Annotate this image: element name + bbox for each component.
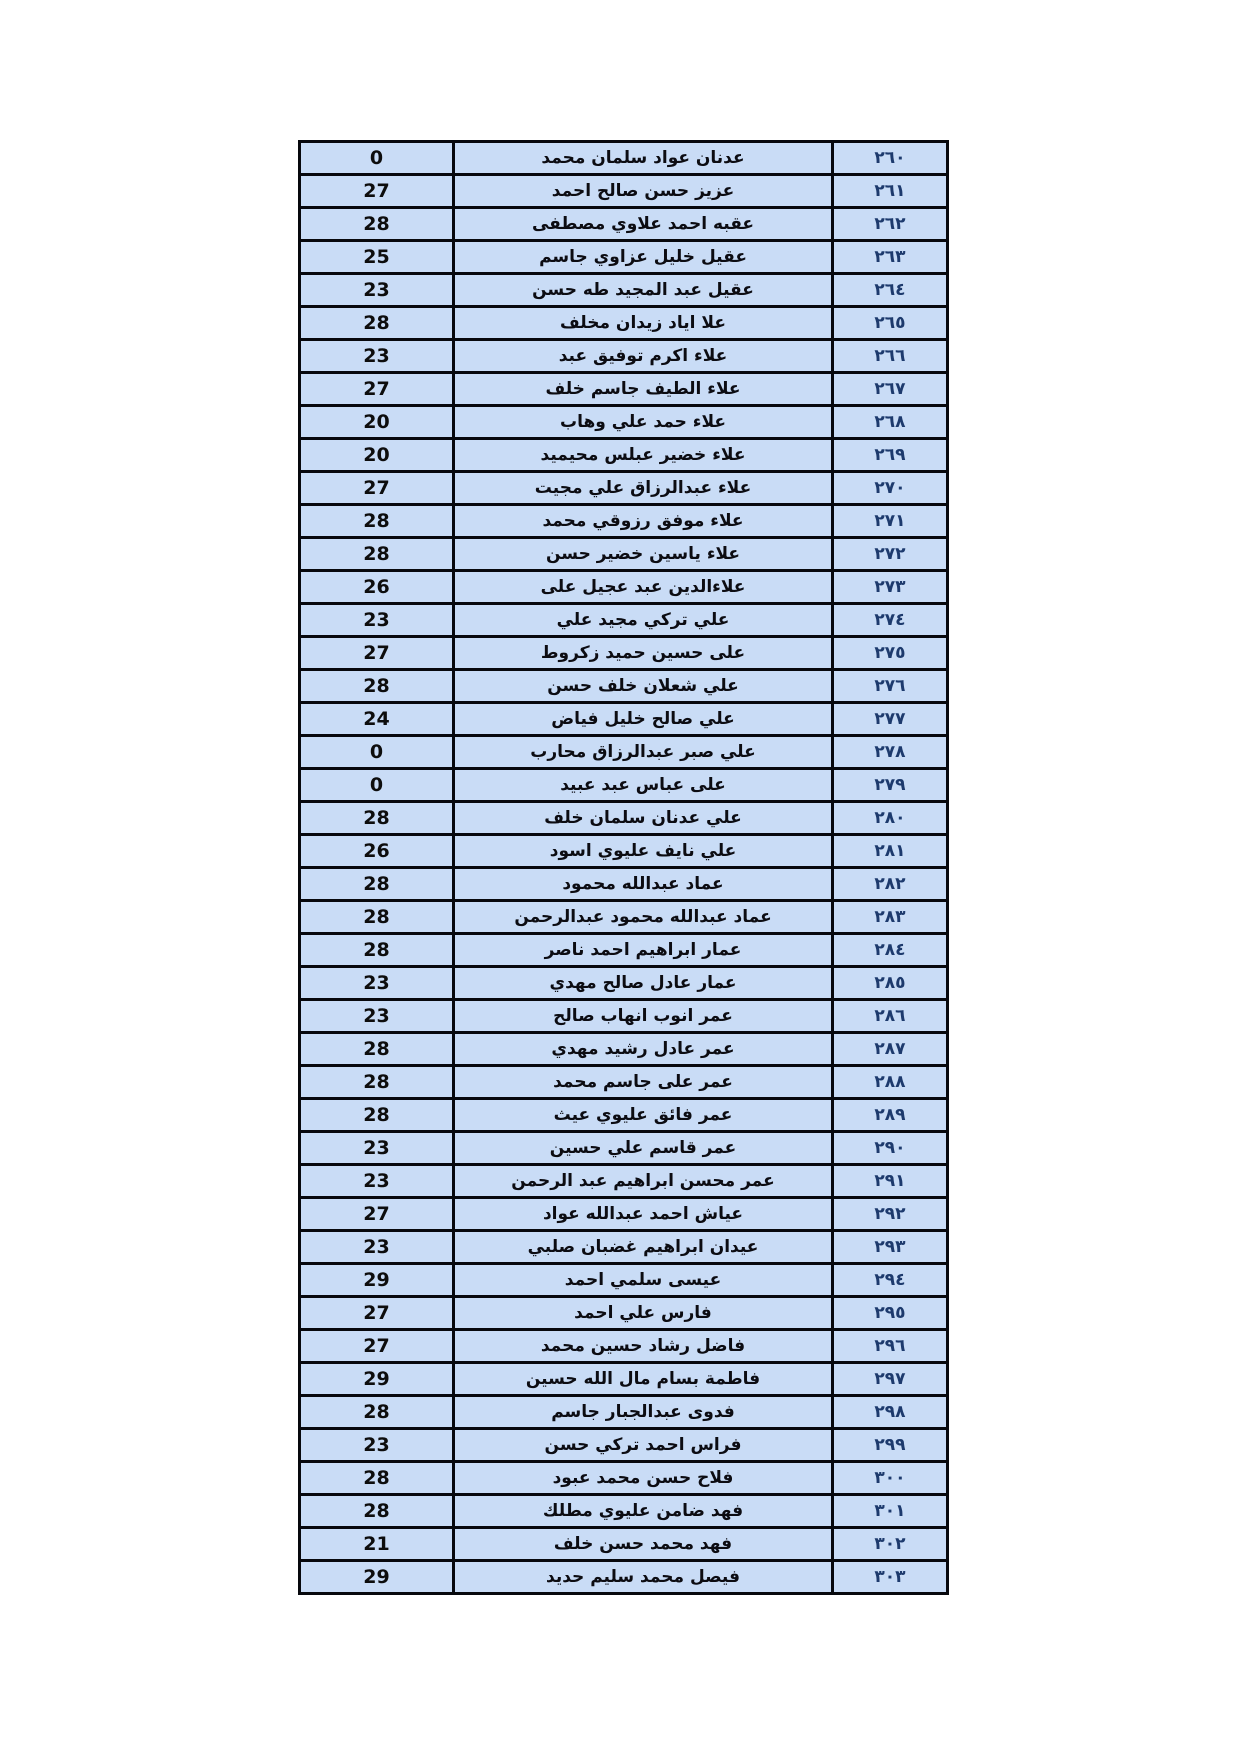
- table-row: [300, 703, 948, 736]
- sequence-number-cell: ٢٩٦: [833, 1330, 948, 1363]
- sequence-number-cell: ٢٩٢: [833, 1198, 948, 1231]
- name-cell: علي تركي مجيد علي: [454, 604, 833, 637]
- name-cell: عياش احمد عبدالله عواد: [454, 1198, 833, 1231]
- table-row: [300, 1561, 948, 1594]
- sequence-number-cell: ٢٧٠: [833, 472, 948, 505]
- score-cell: 28: [300, 670, 454, 703]
- table-row: [300, 571, 948, 604]
- table-row: [300, 736, 948, 769]
- score-cell: 27: [300, 175, 454, 208]
- table-row: [300, 1330, 948, 1363]
- score-cell: 28: [300, 1033, 454, 1066]
- name-cell: عمر انوب انهاب صالح: [454, 1000, 833, 1033]
- table-row: [300, 505, 948, 538]
- name-cell: علاء اكرم توفيق عبد: [454, 340, 833, 373]
- name-cell: علي عدنان سلمان خلف: [454, 802, 833, 835]
- sequence-number-cell: ٢٩٣: [833, 1231, 948, 1264]
- table-row: [300, 1099, 948, 1132]
- score-cell: 23: [300, 1132, 454, 1165]
- score-cell: 20: [300, 406, 454, 439]
- table-row: [300, 538, 948, 571]
- table-row: [300, 934, 948, 967]
- name-cell: علاء خضير عبلس محيميد: [454, 439, 833, 472]
- table-row: [300, 1363, 948, 1396]
- name-cell: عدنان عواد سلمان محمد: [454, 142, 833, 175]
- score-cell: 23: [300, 1429, 454, 1462]
- score-cell: 28: [300, 307, 454, 340]
- score-cell: 28: [300, 1396, 454, 1429]
- name-cell: عمر محسن ابراهيم عبد الرحمن: [454, 1165, 833, 1198]
- table-row: [300, 1495, 948, 1528]
- sequence-number-cell: ٣٠١: [833, 1495, 948, 1528]
- name-cell: فلاح حسن محمد عبود: [454, 1462, 833, 1495]
- table-row: [300, 373, 948, 406]
- table-row: [300, 1429, 948, 1462]
- sequence-number-cell: ٢٧٧: [833, 703, 948, 736]
- score-cell: 20: [300, 439, 454, 472]
- name-cell: عمار ابراهيم احمد ناصر: [454, 934, 833, 967]
- score-cell: 29: [300, 1561, 454, 1594]
- score-cell: 23: [300, 967, 454, 1000]
- sequence-number-cell: ٢٨١: [833, 835, 948, 868]
- name-cell: فدوى عبدالجبار جاسم: [454, 1396, 833, 1429]
- table-row: [300, 406, 948, 439]
- name-cell: علي نايف عليوي اسود: [454, 835, 833, 868]
- table-row: [300, 1528, 948, 1561]
- name-cell: عمر عادل رشيد مهدي: [454, 1033, 833, 1066]
- table-row: [300, 967, 948, 1000]
- sequence-number-cell: ٢٧٤: [833, 604, 948, 637]
- table-row: [300, 868, 948, 901]
- sequence-number-cell: ٣٠٠: [833, 1462, 948, 1495]
- table-row: [300, 472, 948, 505]
- sequence-number-cell: ٢٧٨: [833, 736, 948, 769]
- sequence-number-cell: ٢٧٦: [833, 670, 948, 703]
- name-cell: عماد عبدالله محمود عبدالرحمن: [454, 901, 833, 934]
- roster-table: [298, 140, 949, 1595]
- score-cell: 26: [300, 571, 454, 604]
- name-cell: عيسى سلمي احمد: [454, 1264, 833, 1297]
- sequence-number-cell: ٢٨٩: [833, 1099, 948, 1132]
- score-cell: 24: [300, 703, 454, 736]
- sequence-number-cell: ٢٦٨: [833, 406, 948, 439]
- sequence-number-cell: ٢٩٠: [833, 1132, 948, 1165]
- table-row: [300, 1396, 948, 1429]
- sequence-number-cell: ٢٨٣: [833, 901, 948, 934]
- score-cell: 27: [300, 1330, 454, 1363]
- table-row: [300, 1000, 948, 1033]
- table-row: [300, 208, 948, 241]
- table-row: [300, 175, 948, 208]
- score-cell: 23: [300, 340, 454, 373]
- table-row: [300, 307, 948, 340]
- score-cell: 28: [300, 802, 454, 835]
- name-cell: عقبه احمد علاوي مصطفى: [454, 208, 833, 241]
- name-cell: علاء الطيف جاسم خلف: [454, 373, 833, 406]
- name-cell: علي صبر عبدالرزاق محارب: [454, 736, 833, 769]
- table-row: [300, 241, 948, 274]
- table-row: [300, 637, 948, 670]
- name-cell: علاء حمد علي وهاب: [454, 406, 833, 439]
- score-cell: 28: [300, 868, 454, 901]
- name-cell: فاضل رشاد حسين محمد: [454, 1330, 833, 1363]
- name-cell: على عباس عبد عبيد: [454, 769, 833, 802]
- name-cell: عمار عادل صالح مهدي: [454, 967, 833, 1000]
- score-cell: 28: [300, 208, 454, 241]
- table-row: [300, 835, 948, 868]
- table-row: [300, 802, 948, 835]
- score-cell: 23: [300, 604, 454, 637]
- score-cell: 26: [300, 835, 454, 868]
- name-cell: عقيل خليل عزاوي جاسم: [454, 241, 833, 274]
- sequence-number-cell: ٢٦٤: [833, 274, 948, 307]
- name-cell: عقيل عبد المجيد طه حسن: [454, 274, 833, 307]
- name-cell: عيدان ابراهيم غضبان صلبي: [454, 1231, 833, 1264]
- sequence-number-cell: ٢٦١: [833, 175, 948, 208]
- score-cell: 27: [300, 1198, 454, 1231]
- name-cell: علاء عبدالرزاق علي مجيت: [454, 472, 833, 505]
- score-cell: 29: [300, 1363, 454, 1396]
- sequence-number-cell: ٢٨٢: [833, 868, 948, 901]
- sequence-number-cell: ٢٧٥: [833, 637, 948, 670]
- sequence-number-cell: ٢٧٢: [833, 538, 948, 571]
- score-cell: 21: [300, 1528, 454, 1561]
- name-cell: فهد محمد حسن خلف: [454, 1528, 833, 1561]
- sequence-number-cell: ٢٧٩: [833, 769, 948, 802]
- table-row: [300, 340, 948, 373]
- score-cell: 27: [300, 373, 454, 406]
- sequence-number-cell: ٢٦٣: [833, 241, 948, 274]
- sequence-number-cell: ٢٦٢: [833, 208, 948, 241]
- sequence-number-cell: ٣٠٢: [833, 1528, 948, 1561]
- name-cell: عمر فائق عليوي عيث: [454, 1099, 833, 1132]
- name-cell: فراس احمد تركي حسن: [454, 1429, 833, 1462]
- name-cell: علي شعلان خلف حسن: [454, 670, 833, 703]
- table-row: [300, 604, 948, 637]
- table-row: [300, 1297, 948, 1330]
- name-cell: فاطمة بسام مال الله حسين: [454, 1363, 833, 1396]
- table-row: [300, 1462, 948, 1495]
- sequence-number-cell: ٢٨٥: [833, 967, 948, 1000]
- sequence-number-cell: ٢٧١: [833, 505, 948, 538]
- name-cell: فهد ضامن عليوي مطلك: [454, 1495, 833, 1528]
- score-cell: 0: [300, 769, 454, 802]
- sequence-number-cell: ٢٩٥: [833, 1297, 948, 1330]
- table-row: [300, 1165, 948, 1198]
- score-cell: 28: [300, 538, 454, 571]
- sequence-number-cell: ٢٩٧: [833, 1363, 948, 1396]
- name-cell: علاءالدين عبد عجيل على: [454, 571, 833, 604]
- sequence-number-cell: ٢٨٠: [833, 802, 948, 835]
- score-cell: 23: [300, 1231, 454, 1264]
- sequence-number-cell: ٢٦٦: [833, 340, 948, 373]
- score-cell: 0: [300, 736, 454, 769]
- score-cell: 28: [300, 1066, 454, 1099]
- sequence-number-cell: ٢٩٤: [833, 1264, 948, 1297]
- table-row: [300, 670, 948, 703]
- sequence-number-cell: ٢٨٧: [833, 1033, 948, 1066]
- table-row: [300, 1066, 948, 1099]
- table-row: [300, 142, 948, 175]
- name-cell: عمر على جاسم محمد: [454, 1066, 833, 1099]
- name-cell: فارس علي احمد: [454, 1297, 833, 1330]
- sequence-number-cell: ٢٨٦: [833, 1000, 948, 1033]
- sequence-number-cell: ٢٦٧: [833, 373, 948, 406]
- table-row: [300, 1033, 948, 1066]
- table-row: [300, 769, 948, 802]
- score-cell: 28: [300, 934, 454, 967]
- table-row: [300, 1198, 948, 1231]
- score-cell: 23: [300, 274, 454, 307]
- sequence-number-cell: ٢٨٤: [833, 934, 948, 967]
- score-cell: 28: [300, 1099, 454, 1132]
- name-cell: عمر قاسم علي حسين: [454, 1132, 833, 1165]
- score-cell: 23: [300, 1165, 454, 1198]
- score-cell: 29: [300, 1264, 454, 1297]
- score-cell: 27: [300, 637, 454, 670]
- table-row: [300, 274, 948, 307]
- score-cell: 25: [300, 241, 454, 274]
- score-cell: 28: [300, 1495, 454, 1528]
- table-row: [300, 1132, 948, 1165]
- sequence-number-cell: ٢٦٩: [833, 439, 948, 472]
- score-cell: 28: [300, 505, 454, 538]
- sequence-number-cell: ٢٩١: [833, 1165, 948, 1198]
- name-cell: علا اياد زيدان مخلف: [454, 307, 833, 340]
- sequence-number-cell: ٢٨٨: [833, 1066, 948, 1099]
- name-cell: على حسين حميد زكروط: [454, 637, 833, 670]
- table-row: [300, 439, 948, 472]
- table-row: [300, 1264, 948, 1297]
- sequence-number-cell: ٢٩٩: [833, 1429, 948, 1462]
- table-row: [300, 901, 948, 934]
- name-cell: علاء موفق رزوقي محمد: [454, 505, 833, 538]
- score-cell: 23: [300, 1000, 454, 1033]
- sequence-number-cell: ٢٧٣: [833, 571, 948, 604]
- name-cell: فيصل محمد سليم حديد: [454, 1561, 833, 1594]
- table-row: [300, 1231, 948, 1264]
- sequence-number-cell: ٢٦٠: [833, 142, 948, 175]
- score-cell: 28: [300, 901, 454, 934]
- name-cell: عماد عبدالله محمود: [454, 868, 833, 901]
- name-cell: علاء ياسين خضير حسن: [454, 538, 833, 571]
- score-cell: 27: [300, 472, 454, 505]
- name-cell: عزيز حسن صالح احمد: [454, 175, 833, 208]
- score-cell: 0: [300, 142, 454, 175]
- sequence-number-cell: ٣٠٣: [833, 1561, 948, 1594]
- sequence-number-cell: ٢٩٨: [833, 1396, 948, 1429]
- name-cell: علي صالح خليل فياض: [454, 703, 833, 736]
- score-cell: 28: [300, 1462, 454, 1495]
- sequence-number-cell: ٢٦٥: [833, 307, 948, 340]
- score-cell: 27: [300, 1297, 454, 1330]
